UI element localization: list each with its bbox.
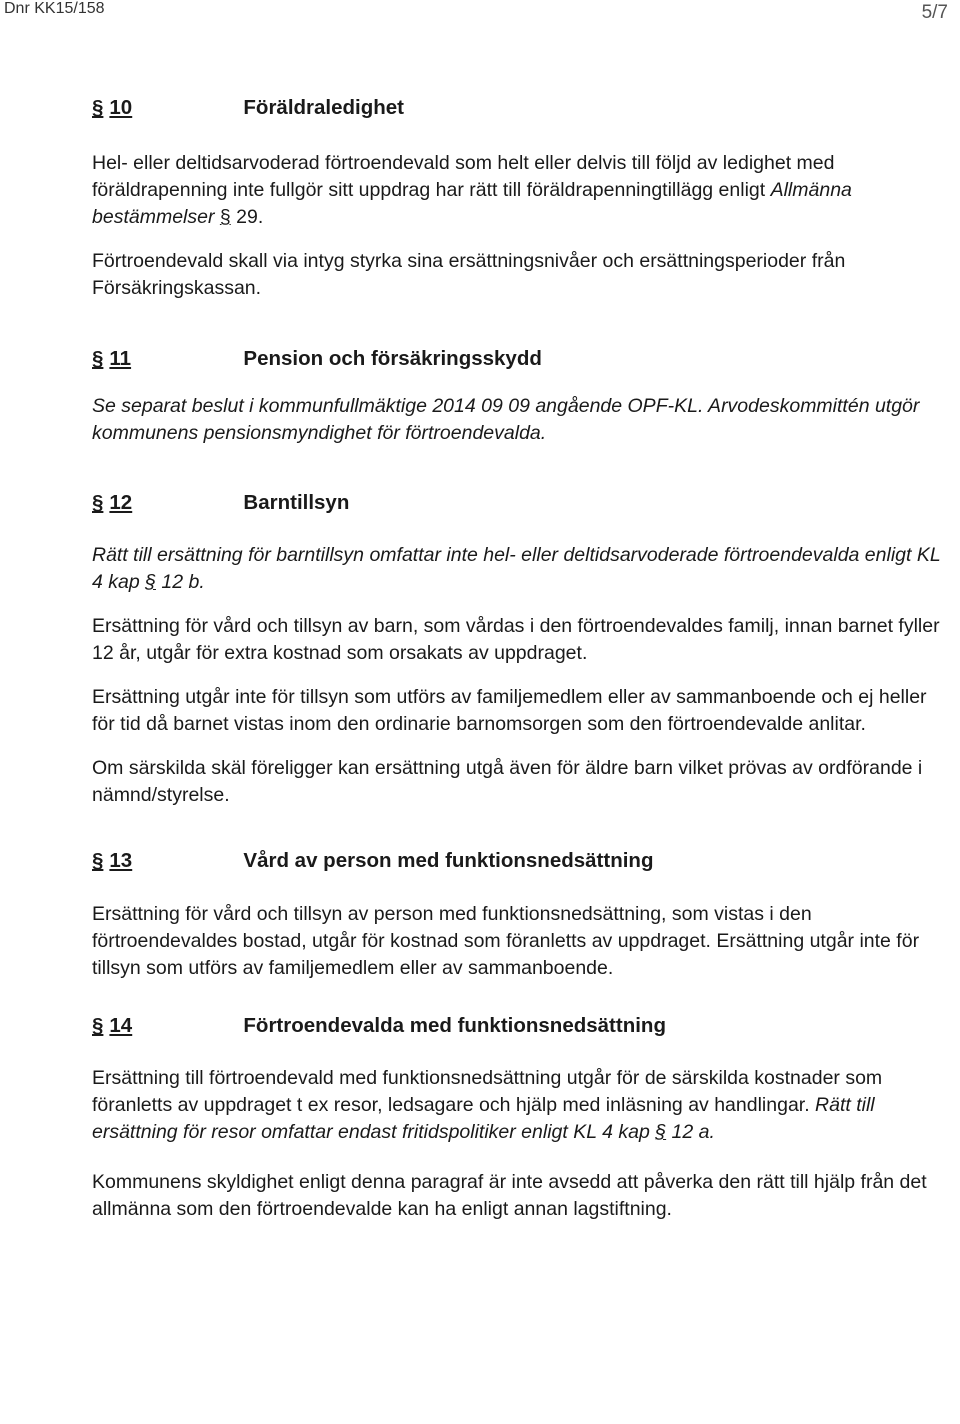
section-number: 14 bbox=[109, 1014, 133, 1037]
section-12-paragraph-1: Rätt till ersättning för barntillsyn omfattar inte hel- eller deltidsarvoderade förtroendevalda enligt KL 4 kap § 12 b. bbox=[92, 544, 941, 593]
section-12-paragraph-2: Ersättning för vård och tillsyn av barn, som vårdas i den förtroendevaldes familj, innan barnet fyller 12 år, utgår för extra kostnad som orsakats av uppdraget. bbox=[92, 615, 940, 664]
section-11-heading bbox=[92, 345, 952, 372]
document-reference: Dnr KK15/158 bbox=[4, 0, 105, 17]
section-12-paragraph-3: Ersättning utgår inte för tillsyn som utförs av familjemedlem eller av sammanboende och ej heller för tid då barnet vistas inom den ordinarie barnomsorgen som den förtroendevalde anlitar. bbox=[92, 686, 927, 735]
section-10-paragraph-2: Förtroendevald skall via intyg styrka sina ersättningsnivåer och ersättningsperioder från Försäkringskassan. bbox=[92, 250, 846, 299]
section-13-heading bbox=[92, 847, 952, 874]
section-title: Pension och försäkringsskydd bbox=[243, 347, 542, 370]
section-number: 12 bbox=[109, 491, 133, 514]
section-11-paragraph-1: Se separat beslut i kommunfullmäktige 2014 09 09 angående OPF-KL. Arvodeskommittén utgör kommunens pensionsmyndighet för förtroendevalda. bbox=[92, 395, 920, 444]
section-10-paragraph-1: Hel- eller deltidsarvoderad förtroendevald som helt eller delvis till följd av ledighet med föräldrapenning inte fullgör sitt uppdrag har rätt till föräldrapenningtillägg enligt Allmänna bestämmelser § 29. bbox=[92, 152, 852, 228]
section-title: Barntillsyn bbox=[243, 491, 350, 514]
section-14-paragraph-1: Ersättning till förtroendevald med funktionsnedsättning utgår för de särskilda kostnader som föranletts av uppdraget t ex resor, ledsagare och hjälp med inläsning av handlingar. Rätt till ersättning för resor omfattar endast fritidspolitiker enligt KL 4 kap § 12 a. bbox=[92, 1067, 883, 1143]
paragraph-symbol: § bbox=[92, 347, 104, 370]
section-number: 13 bbox=[109, 849, 133, 872]
paragraph-symbol: § bbox=[655, 1121, 667, 1143]
section-title: Vård av person med funktionsnedsättning bbox=[243, 849, 654, 872]
paragraph-symbol: § bbox=[219, 206, 231, 228]
section-14-paragraph-2: Kommunens skyldighet enligt denna paragraf är inte avsedd att påverka den rätt till hjälp från det allmänna som den förtroendevalde kan ha enligt annan lagstiftning. bbox=[92, 1171, 927, 1220]
section-12-heading bbox=[92, 489, 952, 516]
document-body bbox=[92, 94, 952, 1223]
section-title: Föräldraledighet bbox=[243, 96, 405, 119]
paragraph-symbol: § bbox=[145, 571, 156, 593]
paragraph-symbol: § bbox=[92, 849, 104, 872]
page-number: 5/7 bbox=[921, 2, 948, 23]
page-header bbox=[0, 0, 960, 24]
section-14-heading bbox=[92, 1012, 952, 1039]
section-13-paragraph-1: Ersättning för vård och tillsyn av person med funktionsnedsättning, som vistas i den förtroendevaldes bostad, utgår för kostnad som föranletts av uppdraget. Ersättning utgår inte för tillsyn som utförs av familjemedlem eller av sammanboende. bbox=[92, 903, 920, 979]
paragraph-symbol: § bbox=[92, 491, 104, 514]
section-title: Förtroendevalda med funktionsnedsättning bbox=[243, 1014, 666, 1037]
section-number: 11 bbox=[109, 347, 132, 370]
section-10-heading bbox=[92, 94, 952, 121]
paragraph-symbol: § bbox=[92, 96, 104, 119]
section-12-paragraph-4: Om särskilda skäl föreligger kan ersättning utgå även för äldre barn vilket prövas av ordförande i nämnd/styrelse. bbox=[92, 757, 923, 806]
paragraph-symbol: § bbox=[92, 1014, 104, 1037]
section-number: 10 bbox=[109, 96, 133, 119]
